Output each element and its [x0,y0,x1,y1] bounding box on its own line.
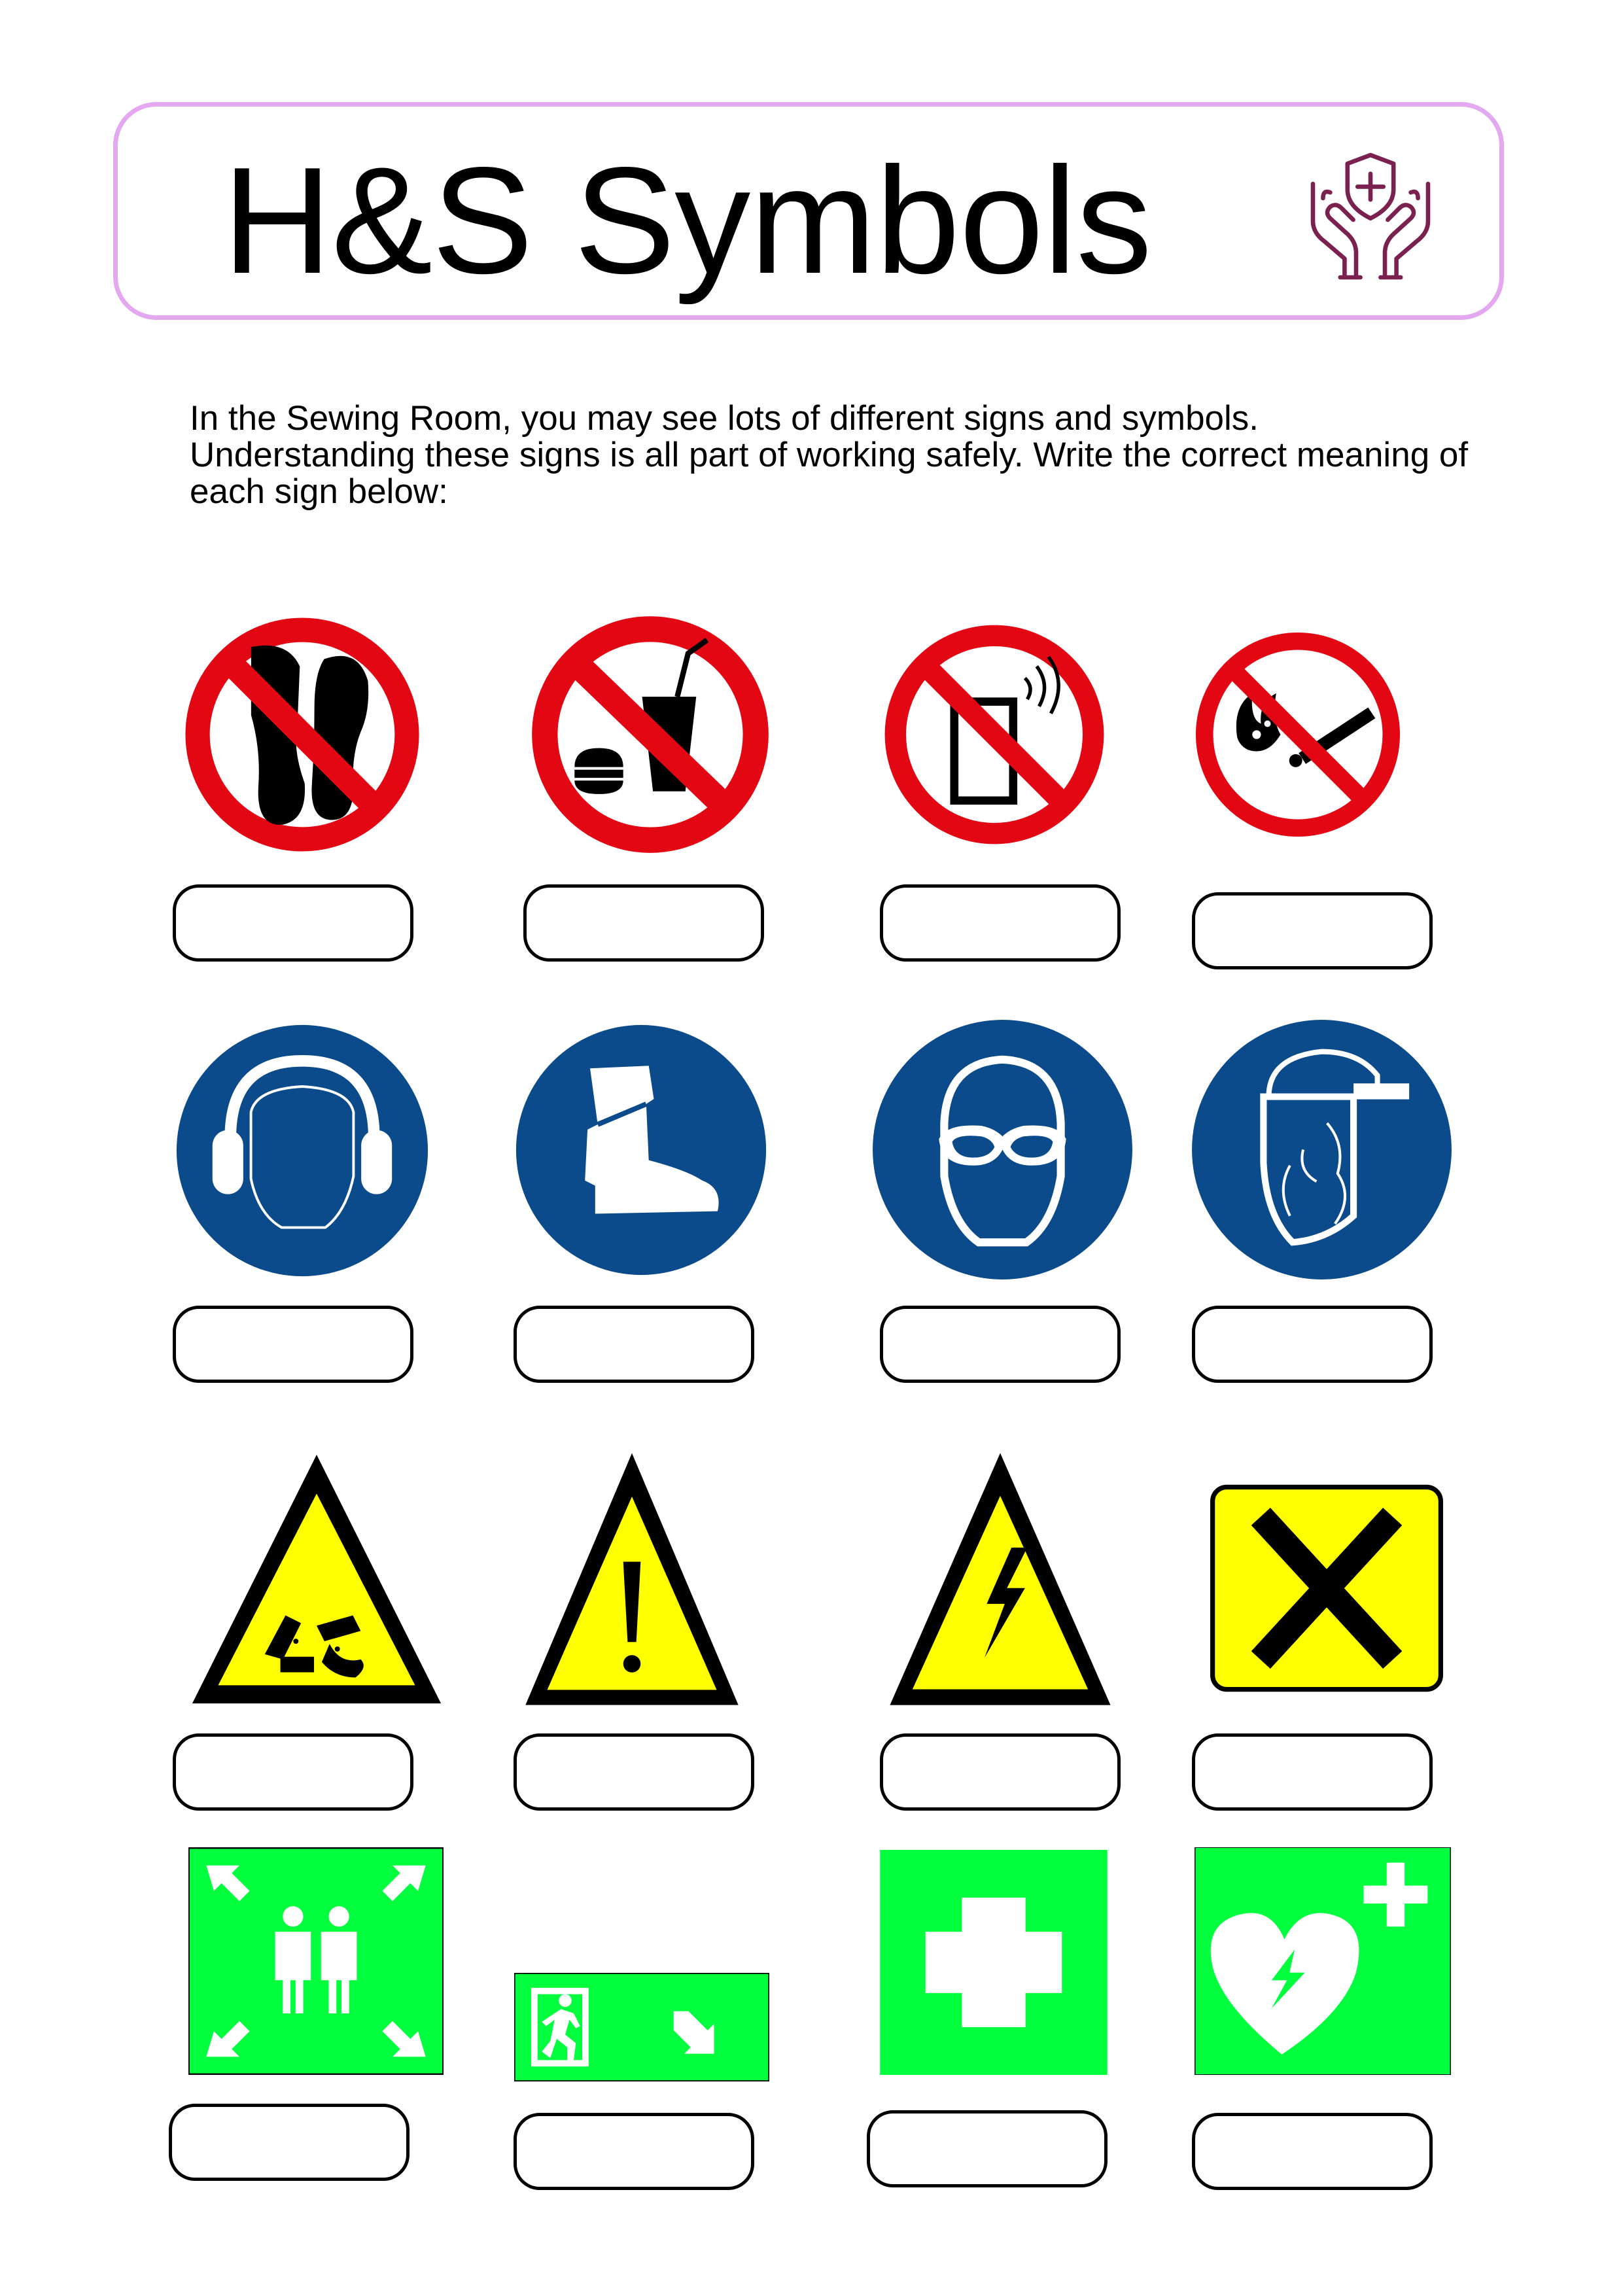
fire-exit-icon [514,1973,769,2081]
answer-box[interactable] [880,1306,1121,1383]
instructions-text: In the Sewing Room, you may see lots of different signs and symbols. Understanding these signs is all part of working safely. Write the correct meaning of each sign below: [190,399,1469,511]
answer-box[interactable] [514,1306,754,1383]
wear-safety-footwear-icon [514,1022,769,1278]
answer-box[interactable] [514,2113,754,2190]
no-naked-flames-icon [1189,613,1406,856]
wear-face-shield-icon [1189,1017,1454,1282]
answer-box[interactable] [173,884,413,962]
no-food-or-drink-icon [514,613,786,856]
first-aid-icon [880,1850,1108,2075]
page-title: H&S Symbols [222,136,1152,305]
answer-box[interactable] [523,884,764,962]
health-care-hands-icon [1299,141,1442,285]
assembly-point-icon [188,1847,444,2075]
answer-box[interactable] [169,2104,410,2181]
harmful-irritant-icon [1209,1484,1444,1693]
wear-safety-goggles-icon [870,1017,1135,1282]
answer-box[interactable] [173,1733,413,1811]
no-outdoor-shoes-icon [174,613,430,856]
answer-box[interactable] [880,1733,1121,1811]
answer-box[interactable] [880,884,1121,962]
answer-box[interactable] [1192,1306,1433,1383]
answer-box[interactable] [1192,1733,1433,1811]
answer-box[interactable] [1192,2113,1433,2190]
answer-box[interactable] [173,1306,413,1383]
answer-box[interactable] [514,1733,754,1811]
no-mobile-phones-icon [877,613,1112,856]
defibrillator-icon [1195,1847,1451,2075]
answer-box[interactable] [867,2110,1108,2187]
wear-ear-protection-icon [174,1022,430,1279]
electrical-hazard-icon [888,1448,1113,1710]
answer-box[interactable] [1192,892,1433,969]
general-warning-icon [523,1448,741,1710]
corrosive-warning-icon [187,1448,446,1710]
